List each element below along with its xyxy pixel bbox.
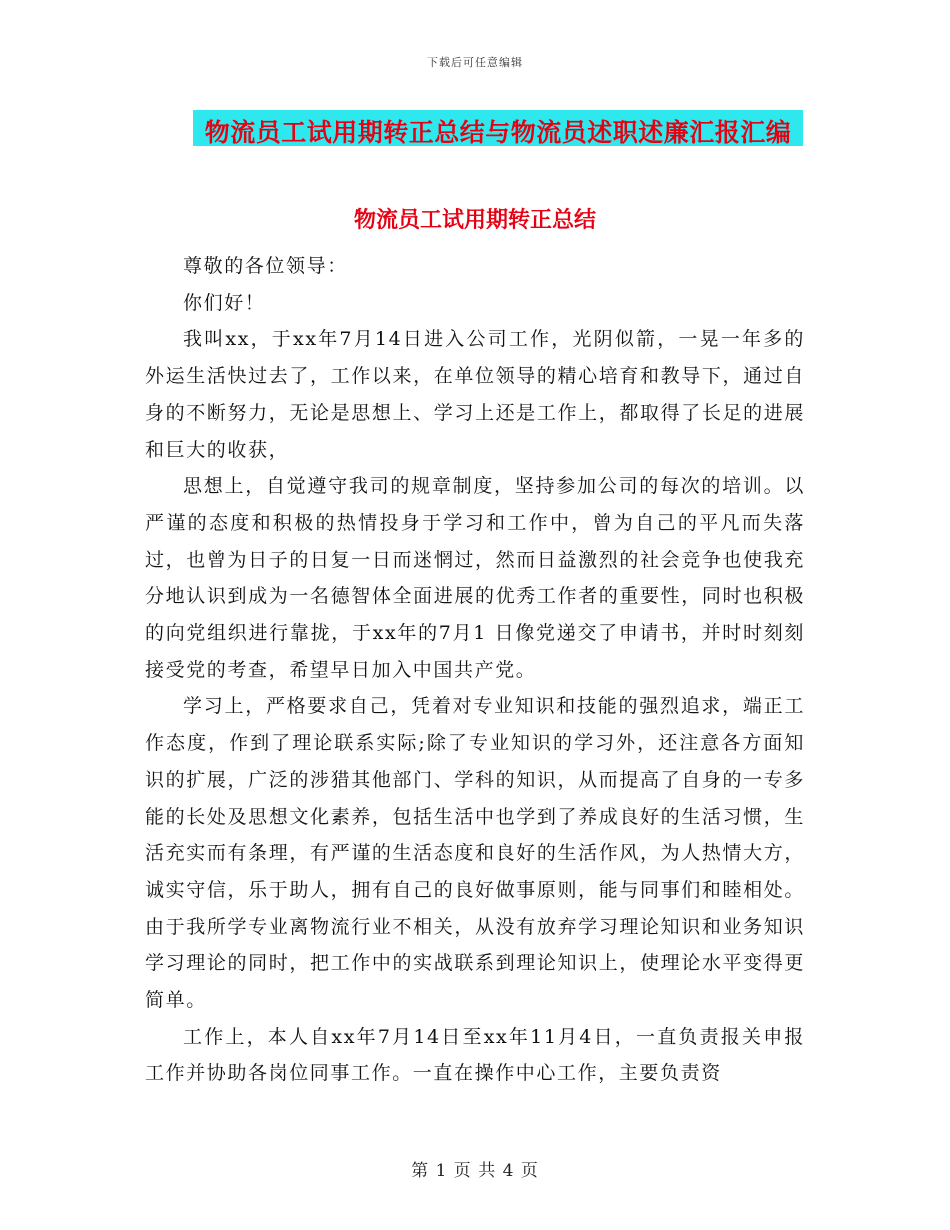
header-note: 下载后可任意编辑	[427, 56, 523, 69]
paragraph-thought: 思想上，自觉遵守我司的规章制度，坚持参加公司的每次的培训。以严谨的态度和积极的热情投身于学习和工作中，曾为自己的平凡而失落过，也曾为日子的日复一日而迷惘过，然而日益激烈的社会竞争也使我充分地认识到成为一名德智体全面进展的优秀工作者的重要性，同时也积极的向党组织进行靠拢，于xx年的7月1 日像党递交了申请书，并时时刻刻接受党的考查，希望早日加入中国共产党。	[145, 475, 805, 681]
page-number: 第 1 页 共 4 页	[411, 1161, 539, 1181]
paragraph-study: 学习上，严格要求自己，凭着对专业知识和技能的强烈追求，端正工作态度，作到了理论联系实际;除了专业知识的学习外，还注意各方面知识的扩展，广泛的涉猎其他部门、学科的知识，从而提高了自身的一专多能的长处及思想文化素养，包括生活中也学到了养成良好的生活习惯，生活充实而有条理，有严谨的生活态度和良好的生活作风，为人热情大方，诚实守信，乐于助人，拥有自己的良好做事原则，能与同事们和睦相处。由于我所学专业离物流行业不相关，从没有放弃学习理论知识和业务知识学习理论的同时，把工作中的实战联系到理论知识上，使理论水平变得更简单。	[145, 695, 805, 1012]
salutation: 尊敬的各位领导：	[183, 255, 348, 277]
paragraph-intro: 我叫xx，于xx年7月14日进入公司工作，光阴似箭，一晃一年多的外运生活快过去了，工作以来，在单位领导的精心培育和教导下，通过自身的不断努力，无论是思想上、学习上还是工作上，都取得了长足的进展和巨大的收获，	[145, 328, 805, 461]
document-title: 物流员工试用期转正总结与物流员述职述廉汇报汇编	[204, 118, 792, 147]
document-body	[145, 248, 805, 1092]
paragraph-work: 工作上，本人自xx年7月14日至xx年11月4日，一直负责报关申报工作并协助各岗位同事工作。一直在操作中心工作，主要负责资	[145, 1025, 805, 1085]
greeting: 你们好！	[183, 291, 266, 314]
section-title: 物流员工试用期转正总结	[353, 207, 596, 233]
